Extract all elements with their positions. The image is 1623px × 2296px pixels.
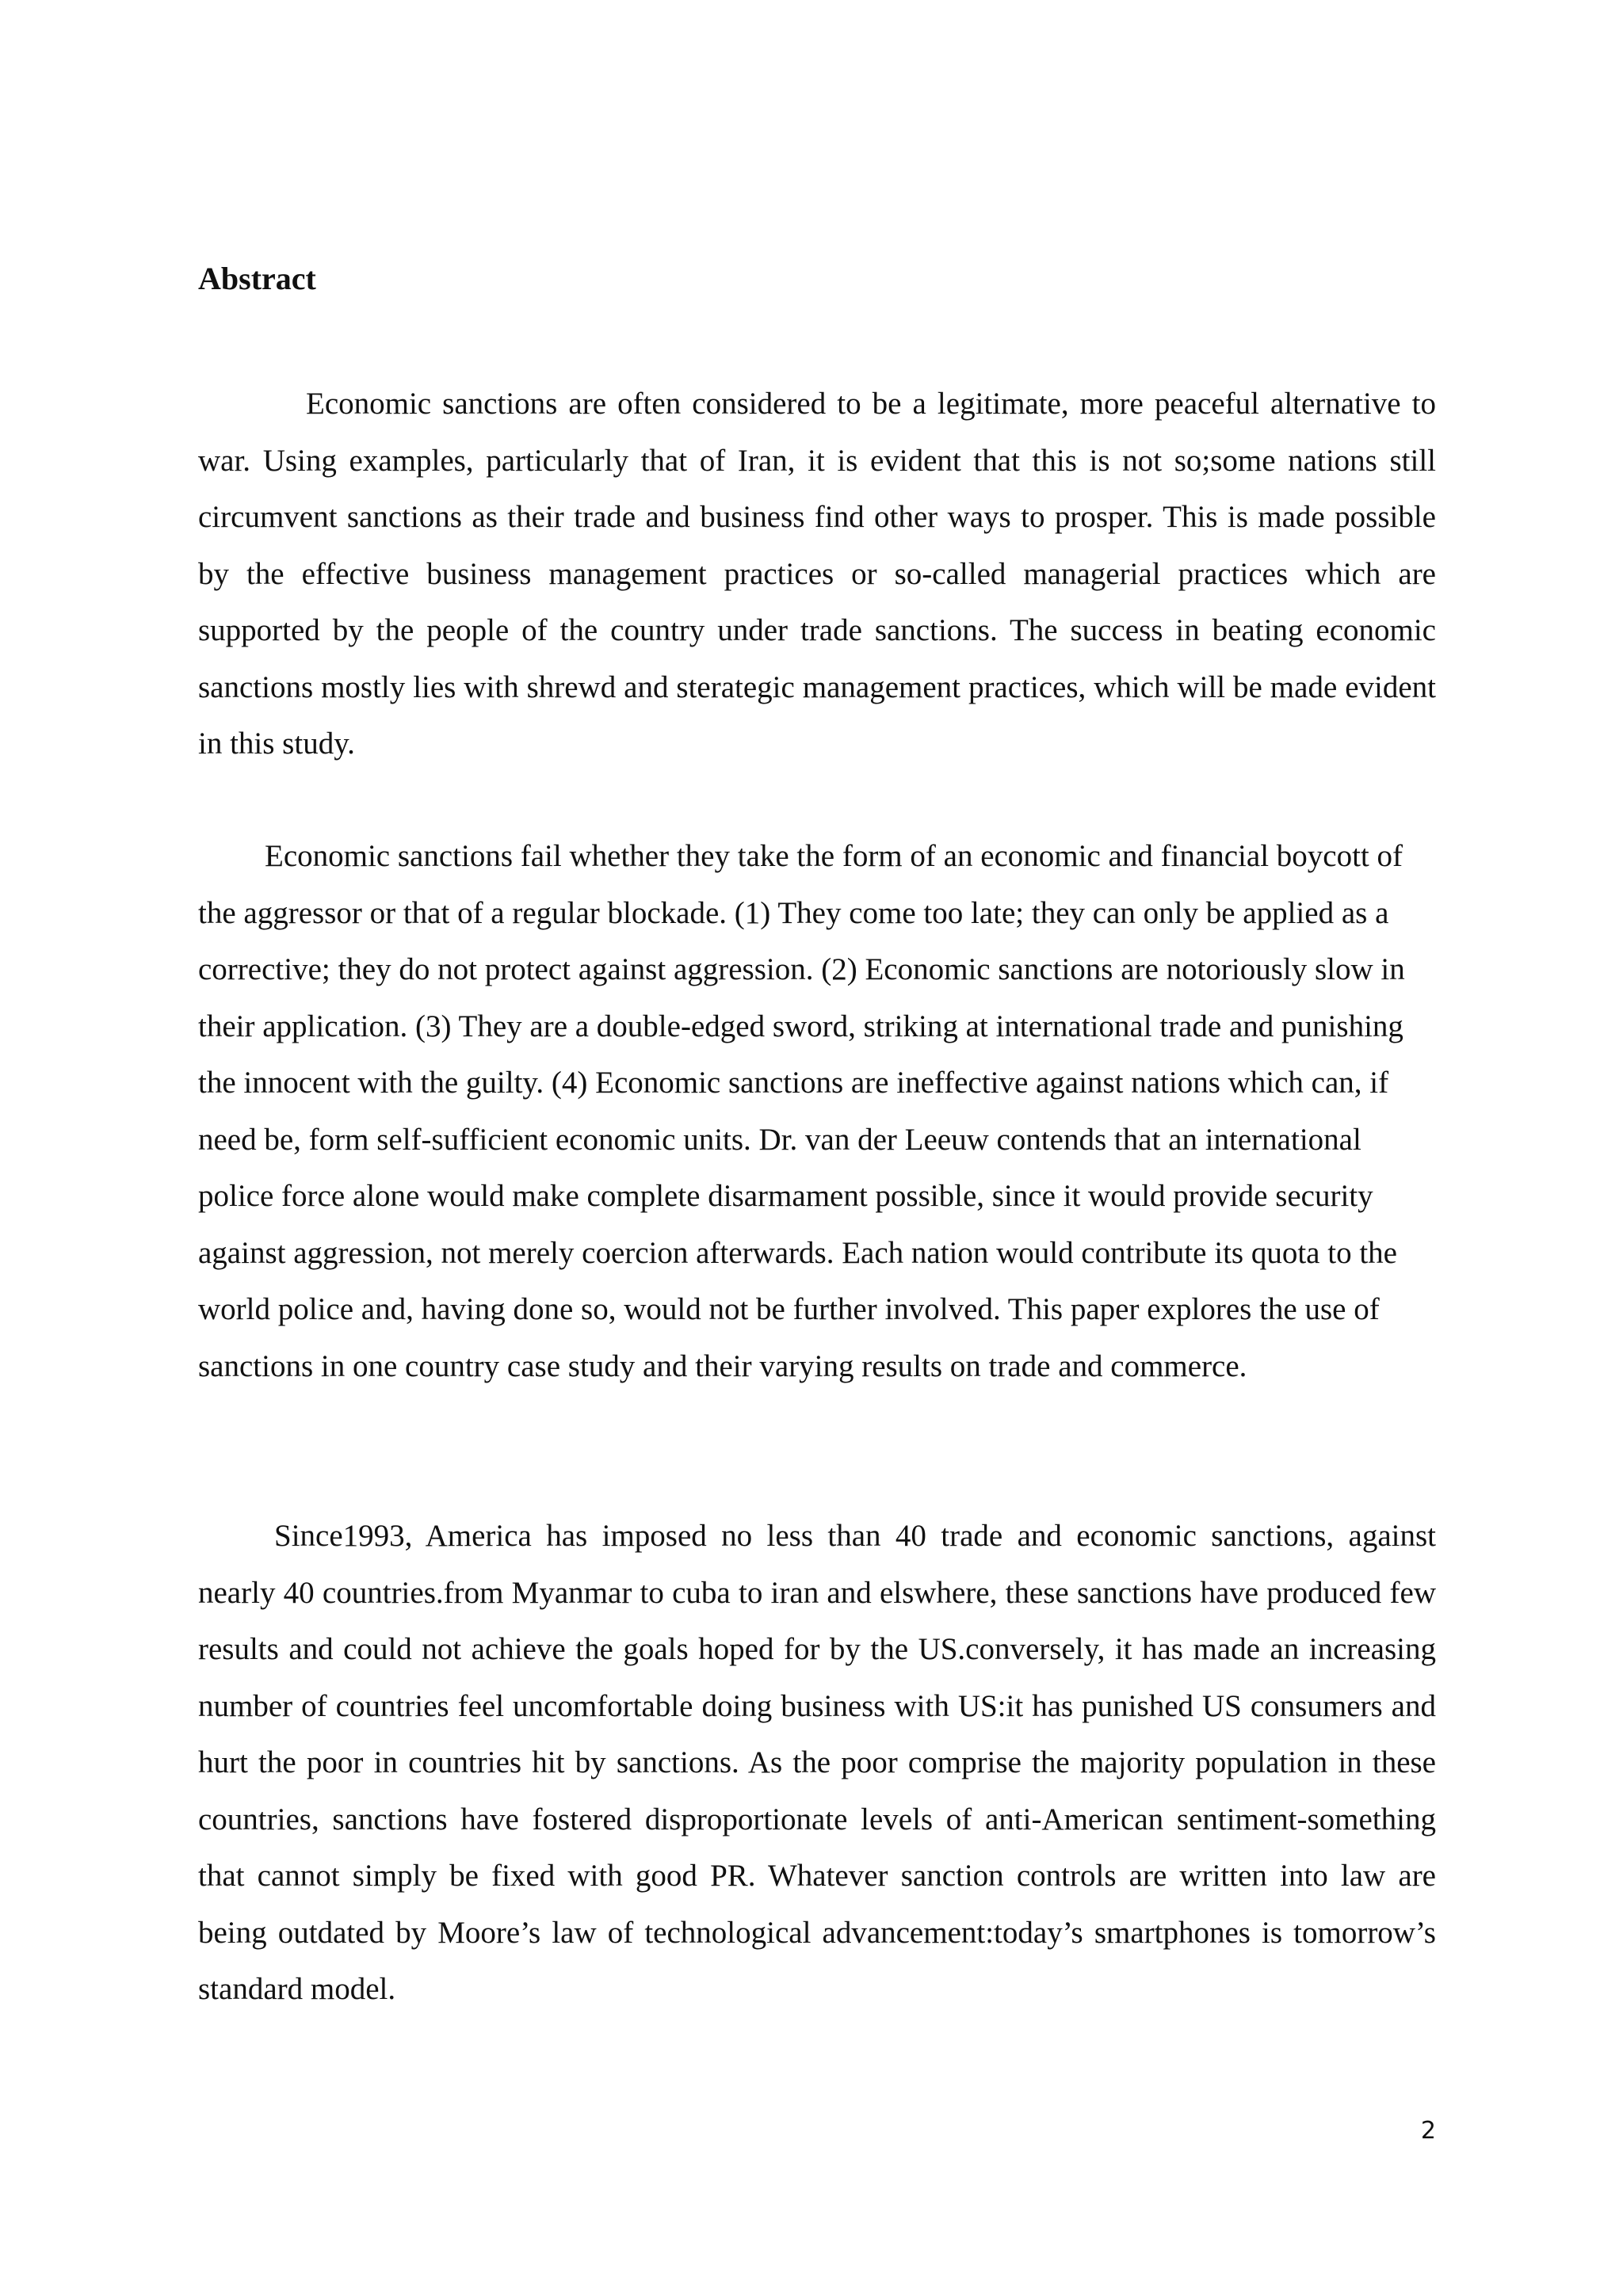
abstract-paragraph-1: Economic sanctions are often considered to be a legitimate, more peaceful alternative to war. Using examples, particularly that of Iran, it is evident that this is not so;some nations still circumvent sanctions as their trade and business find other ways to prosper. This is made possible by the effective business management practices or so-called managerial practices which are supported by the people of the country under trade sanctions. The success in beating economic sanctions mostly lies with shrewd and sterategic management practices, which will be made evident in this study. (198, 387, 1436, 761)
page-number: 2 (1420, 2117, 1436, 2145)
abstract-paragraph-3: Since1993, America has imposed no less than 40 trade and economic sanctions, against nearly 40 countries.from Myanmar to cuba to iran and elswhere, these sanctions have produced few results and could not achieve the goals hoped for by the US.conversely, it has made an increasing number of countries feel uncomfortable doing business with US:it has punished US consumers and hurt the poor in countries hit by sanctions. As the poor comprise the majority population in these countries, sanctions have fostered disproportionate levels of anti-American sentiment-something that cannot simply be fixed with good PR. Whatever sanction controls are written into law are being outdated by Moore’s law of technological advancement:today’s smartphones is tomorrow’s standard model. (198, 1519, 1436, 2006)
abstract-paragraph-2: Economic sanctions fail whether they take the form of an economic and financial boycott of the aggressor or that of a regular blockade. (1) They come too late; they can only be applied as a corrective; they do not protect against aggression. (2) Economic sanctions are notoriously slow in their application. (3) They are a double-edged sword, striking at international trade and punishing the innocent with the guilty. (4) Economic sanctions are ineffective against nations which can, if need be, form self-sufficient economic units. Dr. van der Leeuw contends that an international police force alone would make complete disarmament possible, since it would provide security against aggression, not merely coercion afterwards. Each nation would contribute its quota to the world police and, having done so, would not be further involved. This paper explores the use of sanctions in one country case study and their varying results on trade and commerce. (198, 839, 1405, 1383)
abstract-heading: Abstract (198, 261, 316, 296)
